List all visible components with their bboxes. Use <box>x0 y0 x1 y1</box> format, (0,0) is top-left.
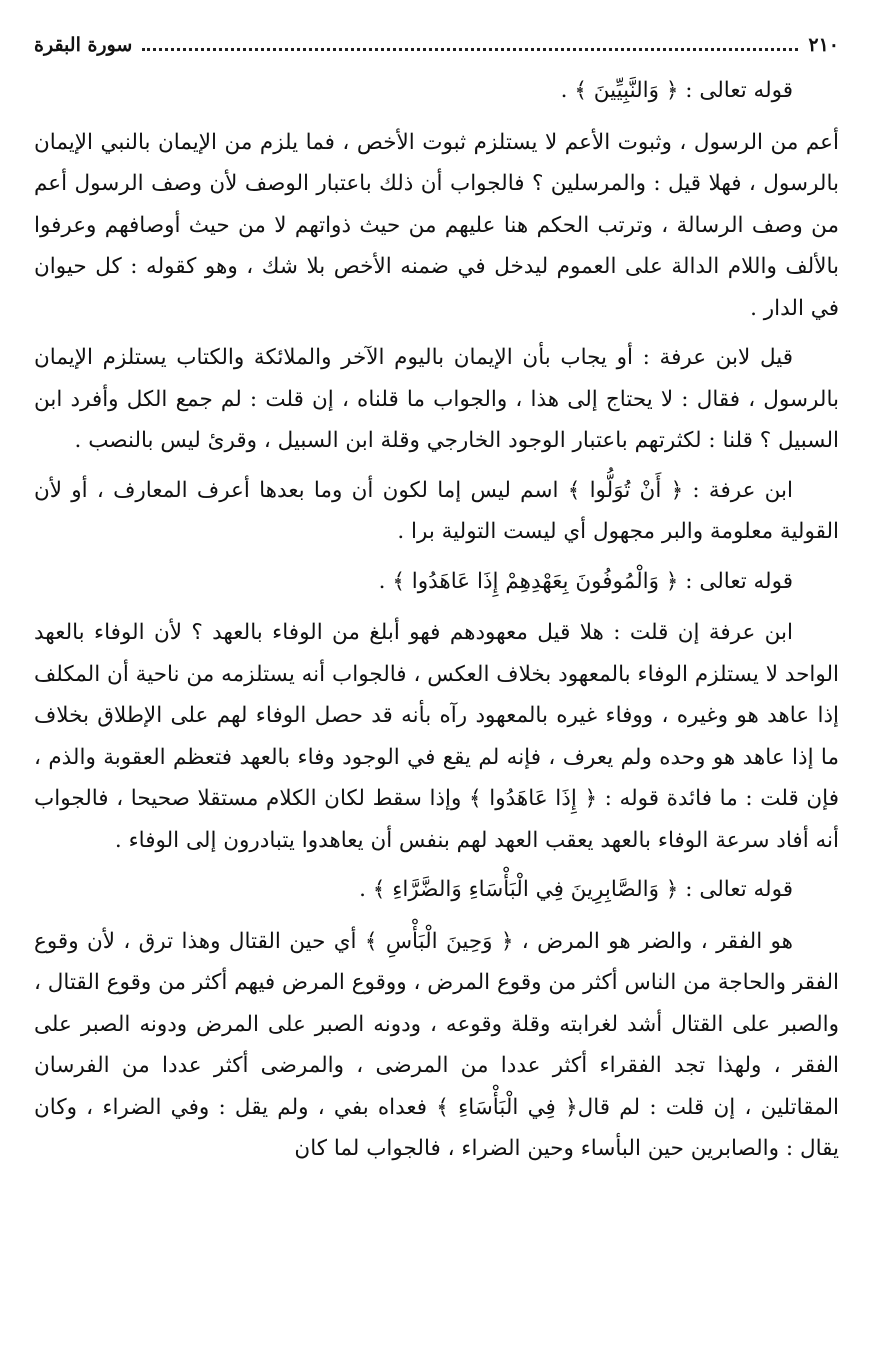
page-body <box>34 70 839 1170</box>
paragraph: هو الفقر ، والضر هو المرض ، ﴿ وَحِينَ الْبَأْسِ ﴾ أي حين القتال وهذا ترق ، لأن وقوع الفقر والحاجة من الناس أكثر من وقوع المرض ، ووقوع المرض فيهم أكثر من وقوع القتال ، والصبر على القتال أشد لغرابته وقلة وقوعه ، ودونه الصبر على المرض ودونه الصبر على الفقر ، ولهذا تجد الفقراء أكثر عددا من المرضى ، والمرضى أكثر عددا من الفرسان المقاتلين ، إن قلت : لم قال﴿ فِي الْبَأْسَاءِ ﴾ فعداه بفي ، ولم يقل : وفي الضراء ، وكان يقال : والصابرين حين البأساء وحين الضراء ، فالجواب لما كان <box>34 928 839 1161</box>
surah-title: سورة البقرة <box>34 34 133 56</box>
verse-heading: قوله تعالى : ﴿ وَالنَّبِيِّينَ ﴾ . <box>560 78 793 103</box>
page-header <box>34 28 839 62</box>
paragraph: قيل لابن عرفة : أو يجاب بأن الإيمان باليوم الآخر والملائكة والكتاب يستلزم الإيمان بالرسول ، فقال : لا يحتاج إلى هذا ، والجواب ما قلناه ، إن قلت : لم جمع الكل وأفرد ابن السبيل ؟ قلنا : لكثرتهم باعتبار الوجود الخارجي وقلة ابن السبيل ، وقرئ ليس بالنصب . <box>34 345 839 453</box>
paragraph: أعم من الرسول ، وثبوت الأعم لا يستلزم ثبوت الأخص ، فما يلزم من الإيمان بالنبي الإيمان بالرسول ، فهلا قيل : والمرسلين ؟ فالجواب أن ذلك باعتبار الوصف لأن وصف الرسول أعم من وصف الرسالة ، وترتب الحكم هنا عليهم من حيث ذواتهم لا من حيث أوصافهم وعرفوا بالألف واللام الدالة على العموم ليدخل في ضمنه الأخص بلا شك ، وهو كقوله : كل حيوان في الدار . <box>34 129 839 321</box>
verse-heading: قوله تعالى : ﴿ وَالصَّابِرِينَ فِي الْبَأْسَاءِ وَالضَّرَّاءِ ﴾ . <box>359 877 793 902</box>
page-number: ٢١٠ <box>808 34 839 56</box>
paragraph: ابن عرفة : ﴿ أَنْ تُوَلُّوا ﴾ اسم ليس إما لكون أن وما بعدها أعرف المعارف ، أو لأن القولية معلومة والبر مجهول أي ليست التولية برا . <box>34 477 839 544</box>
verse-heading: قوله تعالى : ﴿ وَالْمُوفُونَ بِعَهْدِهِمْ إِذَا عَاهَدُوا ﴾ . <box>378 568 793 594</box>
header-dotted-leader <box>142 48 798 51</box>
paragraph: ابن عرفة إن قلت : هلا قيل معهودهم فهو أبلغ من الوفاء بالعهد ؟ لأن الوفاء بالعهد الواحد لا يستلزم الوفاء بالمعهود بخلاف العكس ، فالجواب أنه يستلزمه من ناحية أن المكلف إذا عاهد هو وغيره ، ووفاء غيره بالمعهود رآه بأنه قد حصل الوفاء لهم على الإطلاق بخلاف ما إذا عاهد هو وحده ولم يعرف ، فإنه لم يقع في الوجود وفاء بالعهد فتعظم العقوبة والذم ، فإن قلت : ما فائدة قوله : ﴿ إِذَا عَاهَدُوا ﴾ وإذا سقط لكان الكلام مستقلا صحيحا ، فالجواب أنه أفاد سرعة الوفاء بالعهد يعقب العهد لهم بنفس أن يعاهدوا يتبادرون إلى الوفاء . <box>34 620 839 853</box>
